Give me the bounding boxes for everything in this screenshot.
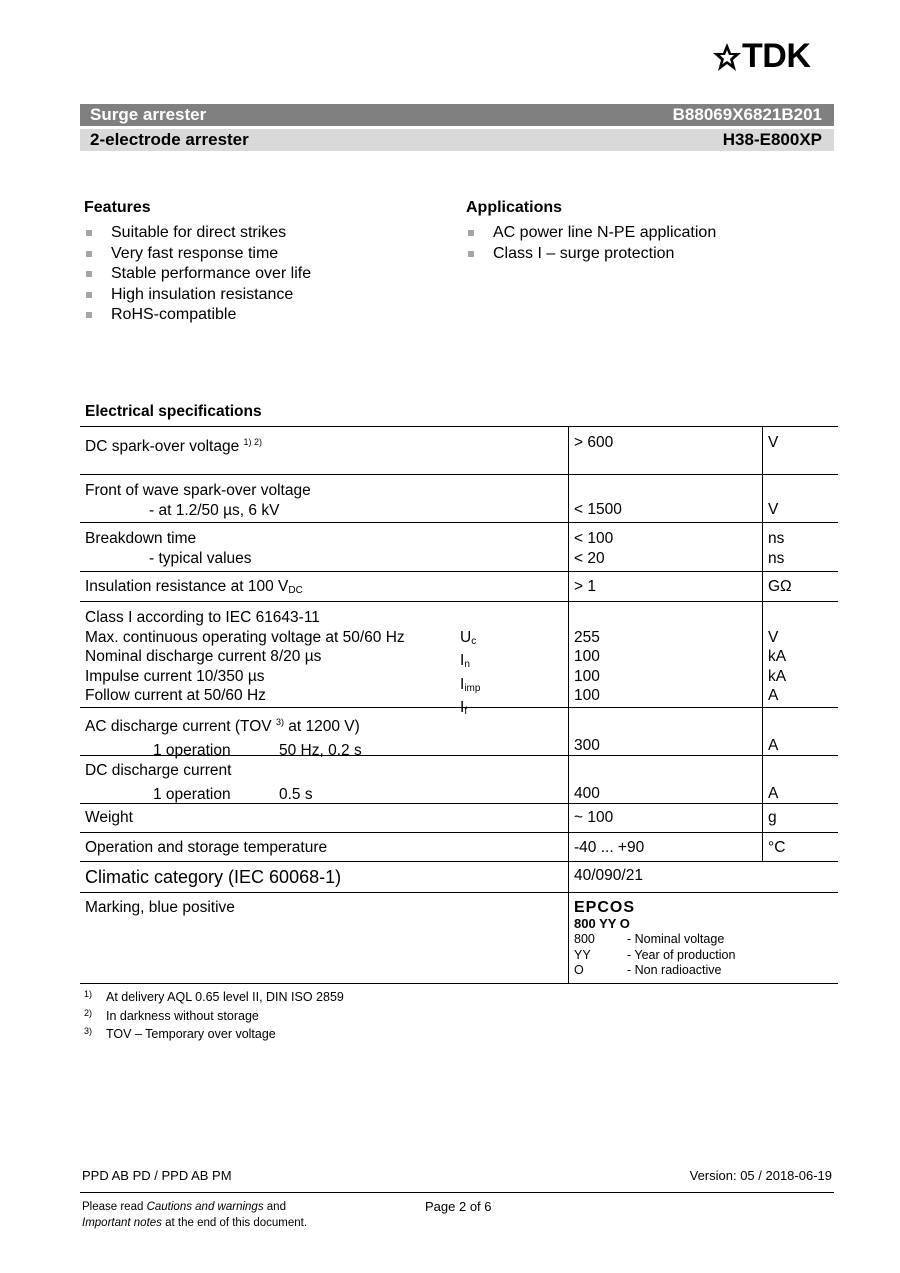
dc-discharge-conditions: 1 operation 0.5 s [153,785,313,803]
front-wave-unit: V [768,501,779,518]
important-notes-link: Important notes [82,1216,162,1229]
marking-legend-item: O - Non radioactive [574,963,722,977]
class1-symbols: $U_c$ $I_n$ $I_{imp}$ $I_f$ [460,628,481,717]
insulation-label: Insulation resistance at 100 V [85,578,289,595]
breakdown-typical-unit: ns [768,549,785,567]
footer-department: PPD AB PD / PPD AB PM [82,1168,232,1183]
footer-notice: Please read Cautions and warnings and Important notes at the end of this document. [82,1201,308,1229]
page-number: Page 2 of 6 [425,1199,492,1214]
feature-item: RoHS-compatible [84,305,311,326]
bullet-icon [86,271,92,277]
epcos-logo: EPCOS [574,899,636,916]
breakdown-sublabel: - typical values [149,549,252,567]
ac-discharge-conditions: 1 operation 50 Hz, 0.2 s [153,741,362,759]
product-type: Surge arrester [90,105,207,124]
dc-spark-value: > 600 [574,434,614,451]
climatic-label: Climatic category (IEC 60068-1) [85,867,342,887]
applications-title: Applications [466,199,563,216]
table-row [80,523,838,572]
front-wave-label: Front of wave spark-over voltage [85,482,311,499]
breakdown-value: < 100 [574,530,614,547]
table-row [80,833,838,862]
breakdown-unit: ns [768,530,785,547]
footnote: 2) In darkness without storage [84,1007,259,1023]
dc-spark-unit: V [768,434,779,451]
insulation-value: > 1 [574,578,596,595]
ac-discharge-unit: A [768,737,779,754]
weight-unit: g [768,809,777,826]
table-row [80,893,838,984]
front-wave-value: < 1500 [574,501,622,518]
marking-legend-item: 800 - Nominal voltage [574,932,725,946]
marking-code: 800 YY O [574,916,630,931]
model-number: H38-E800XP [722,130,822,149]
marking-label: Marking, blue positive [85,899,235,916]
feature-item: Suitable for direct strikes [84,223,311,244]
class1-units: V kA kA A [768,628,787,704]
marking-legend-item: YY - Year of production [574,947,736,962]
bullet-icon [468,230,474,236]
class1-row-label: Max. continuous operating voltage at 50/60 Hz [85,628,405,646]
bullet-icon [86,312,92,318]
product-type-bar [80,104,834,126]
bullet-icon [86,292,92,298]
ac-discharge-value: 300 [574,737,600,754]
table-row [80,804,838,833]
applications-list [466,223,716,264]
table-row: Insulation resistance at 100 $V_{DC}$ > 1 GΩ [80,572,838,602]
table-row [80,862,838,893]
feature-item: Stable performance over life [84,264,311,285]
breakdown-label: Breakdown time [85,530,197,547]
footer-divider [80,1192,834,1193]
front-wave-sublabel: - at 1.2/50 µs, 6 kV [149,501,280,519]
subtype-bar [80,129,834,151]
class1-row-label: Follow current at 50/60 Hz [85,687,266,704]
temperature-label: Operation and storage temperature [85,839,328,856]
ac-discharge-label: AC discharge current (TOV $^{3)}$ at 1200 V) [85,717,360,735]
temperature-unit: °C [768,839,786,856]
application-item: Class I – surge protection [466,244,716,265]
climatic-value: 40/090/21 [574,867,643,884]
table-row [80,475,838,523]
class1-values: 255 100 100 100 [574,628,600,704]
class1-row-label: Impulse current 10/350 µs [85,667,265,685]
breakdown-typical-value: < 20 [574,549,605,567]
insulation-unit: GΩ [768,578,792,595]
marking-content [574,900,735,979]
features-title: Features [84,199,151,216]
footnote: 1) At delivery AQL 0.65 level II, DIN ISO 2859 [84,989,344,1004]
weight-label: Weight [85,809,133,826]
part-number: B88069X6821B201 [672,105,822,124]
bullet-icon [468,251,474,257]
electrical-specs-table [80,426,838,984]
application-item: AC power line N-PE application [466,223,716,244]
footnotes [84,987,344,1043]
feature-item: High insulation resistance [84,285,311,306]
bullet-icon [86,230,92,236]
dc-discharge-label: DC discharge current [85,762,232,779]
weight-value: ~ 100 [574,809,614,826]
dc-spark-label: DC spark-over voltage [85,438,240,455]
bullet-icon [86,251,92,257]
subtype: 2-electrode arrester [90,130,249,149]
dc-discharge-value: 400 [574,785,600,802]
features-list [84,223,311,326]
table-row [80,756,838,804]
table-row [80,602,838,717]
temperature-value: -40 ... +90 [574,839,645,856]
tdk-emblem-icon [712,42,742,74]
dc-discharge-unit: A [768,785,779,802]
table-row [80,708,838,759]
electrical-specs-title: Electrical specifications [85,403,262,420]
class1-row-label: Nominal discharge current 8/20 µs [85,648,322,665]
tdk-logo [712,37,836,75]
cautions-link: Cautions and warnings [146,1201,264,1213]
tdk-logo-text: TDK [742,37,811,75]
footer-version: Version: 05 / 2018-06-19 [689,1168,832,1183]
feature-item: Very fast response time [84,244,311,265]
footnote: 3) TOV – Temporary over voltage [84,1026,276,1041]
class1-label: Class I according to IEC 61643-11 [85,609,320,626]
table-row: DC spark-over voltage $^{1) 2)}$ > 600 V [80,427,838,475]
